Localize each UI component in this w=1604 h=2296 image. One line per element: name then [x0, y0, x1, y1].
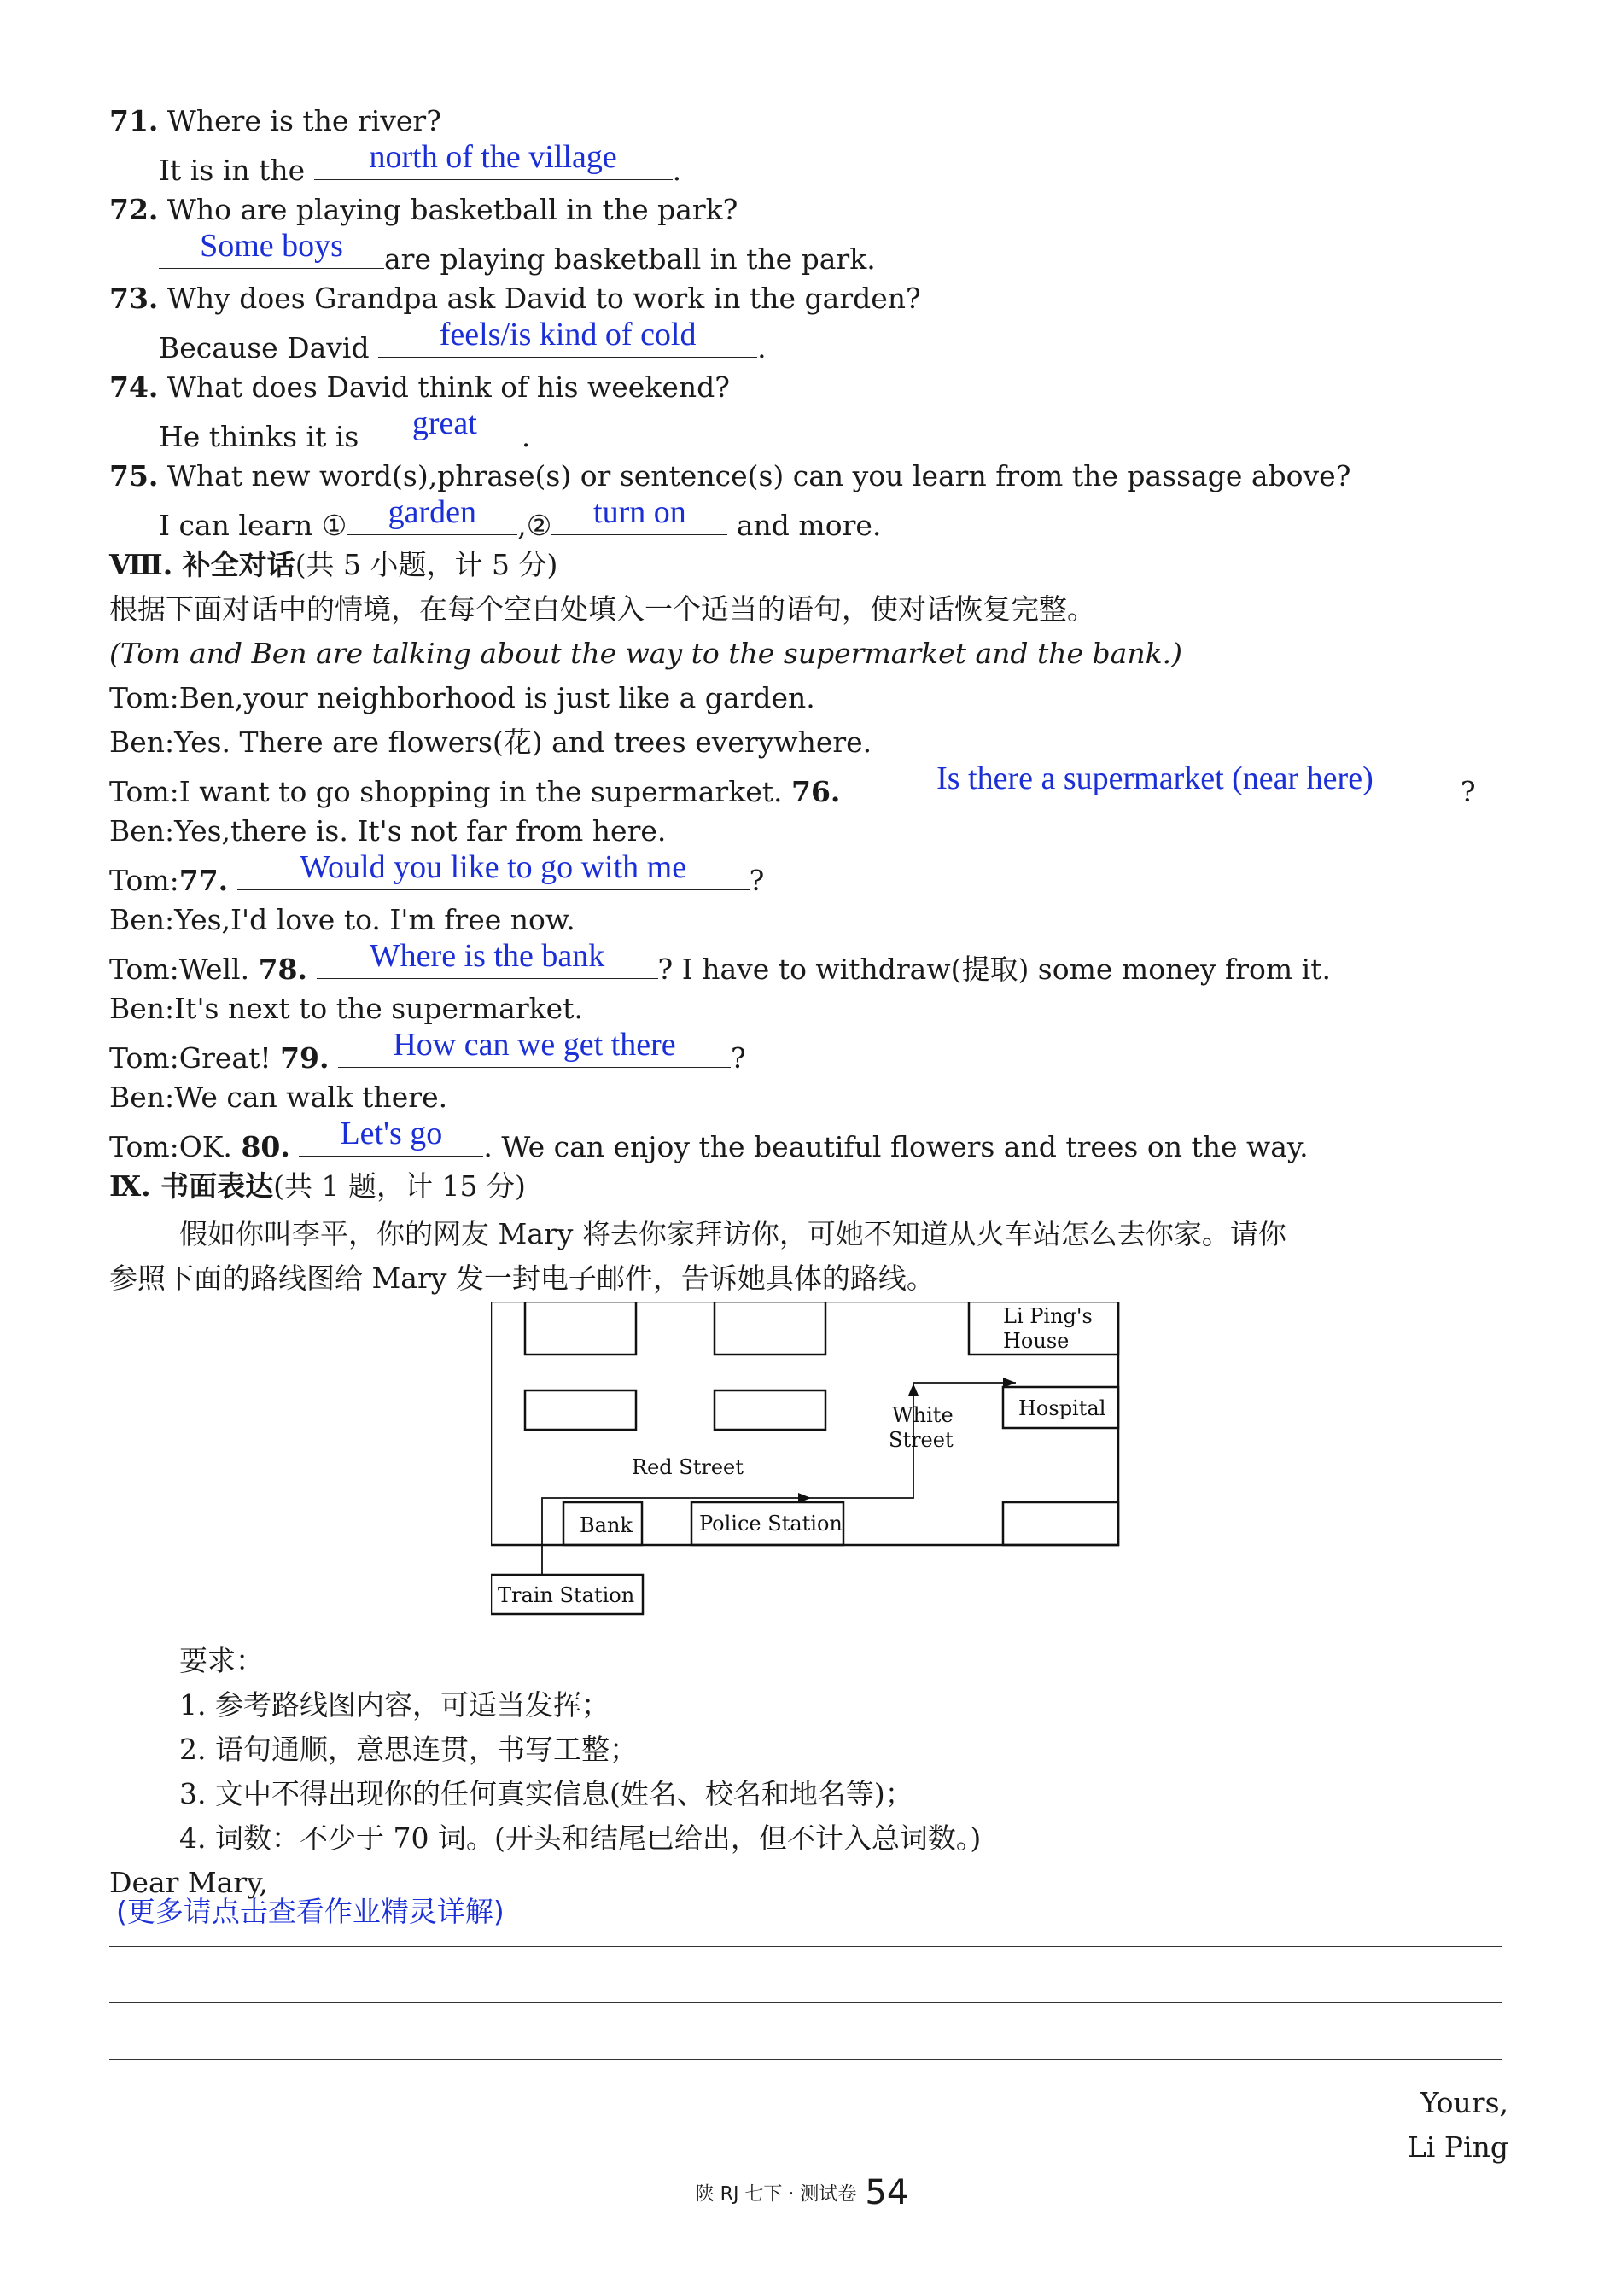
question-75: 75. What new word(s),phrase(s) or sentence(s) can you learn from the passage above? [109, 459, 1351, 492]
answer-line-73: Because David feels/is kind of cold . [159, 317, 767, 364]
question-71: 71. Where is the river? [109, 104, 441, 137]
requirement-3: 3. 文中不得出现你的任何真实信息(姓名、校名和地名等)； [179, 1777, 913, 1810]
answer-blank-79[interactable]: How can we get there [338, 1031, 731, 1068]
page-number: 54 [865, 2173, 909, 2212]
answer-line-74: He thinks it is great . [159, 405, 531, 453]
page-footer [0, 2173, 1604, 2212]
question-72: 72. Who are playing basketball in the park? [109, 193, 738, 226]
map-block-3 [525, 1390, 636, 1430]
section-8-instruction: 根据下面对话中的情境，在每个空白处填入一个适当的语句，使对话恢复完整。 [109, 592, 1095, 626]
answer-line-75: I can learn ① garden ,② turn on and more. [159, 494, 882, 542]
answer-blank-75a[interactable]: garden [347, 498, 517, 535]
white-street-label-1: White [892, 1403, 954, 1427]
requirement-1: 1. 参考路线图内容，可适当发挥； [179, 1688, 610, 1722]
bank-label: Bank [580, 1513, 633, 1537]
dialogue-line-9: Tom:Great! 79. How can we get there ? [109, 1027, 746, 1075]
map-block-5 [1003, 1502, 1118, 1545]
answer-blank-73[interactable]: feels/is kind of cold [378, 321, 757, 358]
footer-text: 陕 RJ 七下 · 测试卷 [695, 2183, 857, 2206]
answer-blank-78[interactable]: Where is the bank [317, 942, 658, 979]
requirement-2: 2. 语句通顺，意思连贯，书写工整； [179, 1733, 638, 1766]
section-8-context: (Tom and Ben are talking about the way to the supermarket and the bank.) [109, 637, 1182, 670]
dialogue-line-6: Ben:Yes,I'd love to. I'm free now. [109, 903, 575, 936]
hospital-label: Hospital [1018, 1396, 1106, 1420]
answer-blank-76[interactable]: Is there a supermarket (near here) [849, 765, 1461, 801]
writing-line-3[interactable] [109, 2059, 1502, 2060]
li-ping-house-label-2: House [1003, 1329, 1070, 1353]
dialogue-line-4: Ben:Yes,there is. It's not far from here. [109, 814, 667, 848]
question-73: 73. Why does Grandpa ask David to work in the garden? [109, 282, 921, 315]
more-details-link[interactable]: (更多请点击查看作业精灵详解) [116, 1895, 505, 1928]
dialogue-line-2: Ben:Yes. There are flowers(花) and trees everywhere. [109, 726, 872, 759]
red-street-label: Red Street [632, 1455, 744, 1479]
writing-line-2[interactable] [109, 2002, 1502, 2003]
route-arrow-north [908, 1384, 919, 1396]
writing-line-1[interactable] [109, 1946, 1502, 1947]
answer-blank-72[interactable]: Some boys [159, 232, 384, 269]
requirement-4: 4. 词数：不少于 70 词。(开头和结尾已给出，但不计入总词数。) [179, 1821, 982, 1855]
map-block-2 [715, 1302, 825, 1355]
li-ping-house-label-1: Li Ping's [1003, 1304, 1093, 1328]
question-74: 74. What does David think of his weekend? [109, 370, 730, 404]
answer-blank-71[interactable]: north of the village [314, 143, 673, 180]
map-block-4 [715, 1390, 825, 1430]
answer-blank-75b[interactable]: turn on [551, 498, 727, 535]
police-station-label: Police Station [699, 1512, 843, 1536]
section-9-prompt-2: 参照下面的路线图给 Mary 发一封电子邮件，告诉她具体的路线。 [109, 1262, 935, 1295]
dialogue-line-5: Tom:77. Would you like to go with me ? [109, 849, 765, 897]
letter-signature: Li Ping [1407, 2130, 1508, 2164]
dialogue-line-7: Tom:Well. 78. Where is the bank ? I have to withdraw(提取) some money from it. [109, 938, 1331, 986]
train-station-label: Train Station [498, 1583, 635, 1607]
answer-blank-77[interactable]: Would you like to go with me [237, 854, 750, 890]
section-8-heading: Ⅷ. 补全对话(共 5 小题，计 5 分) [109, 548, 558, 581]
letter-greeting: Dear Mary, [109, 1866, 268, 1899]
answer-blank-74[interactable]: great [368, 410, 522, 446]
route-map [491, 1302, 1131, 1626]
answer-blank-80[interactable]: Let's go [299, 1120, 483, 1157]
answer-line-71: It is in the north of the village . [159, 139, 682, 187]
dialogue-line-8: Ben:It's next to the supermarket. [109, 992, 583, 1025]
section-9-heading: Ⅸ. 书面表达(共 1 题，计 15 分) [109, 1169, 526, 1203]
dialogue-line-3: Tom:I want to go shopping in the supermarket. 76. Is there a supermarket (near here) ? [109, 760, 1476, 808]
requirements-title: 要求： [179, 1644, 264, 1677]
section-9-prompt-1: 假如你叫李平，你的网友 Mary 将去你家拜访你，可她不知道从火车站怎么去你家。请你 [179, 1217, 1286, 1250]
map-block-1 [525, 1302, 636, 1355]
answer-line-72: Some boys are playing basketball in the park. [159, 232, 876, 277]
dialogue-line-11: Tom:OK. 80. Let's go . We can enjoy the beautiful flowers and trees on the way. [109, 1116, 1309, 1163]
dialogue-line-1: Tom:Ben,your neighborhood is just like a garden. [109, 681, 815, 714]
letter-closing: Yours, [1420, 2086, 1508, 2119]
white-street-label-2: Street [889, 1428, 954, 1452]
dialogue-line-10: Ben:We can walk there. [109, 1081, 448, 1114]
